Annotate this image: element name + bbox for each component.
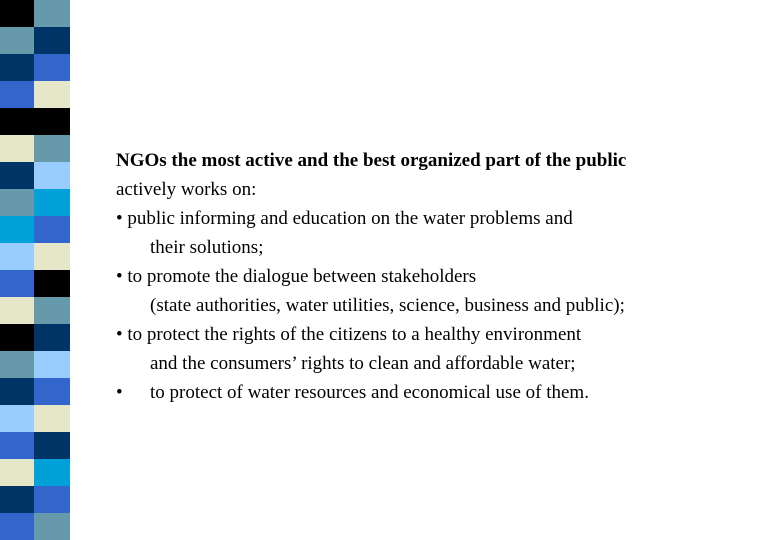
decorative-stripe (0, 0, 70, 540)
stripe-right-block (34, 243, 70, 270)
stripe-right-block (34, 513, 70, 540)
stripe-right-block (34, 216, 70, 243)
bullet-3-continuation: and the consumers’ rights to clean and affordable water; (150, 353, 576, 374)
stripe-left-block (0, 81, 34, 108)
stripe-left-block (0, 378, 34, 405)
stripe-right-block (34, 486, 70, 513)
stripe-right-block (34, 378, 70, 405)
stripe-left-block (0, 324, 34, 351)
stripe-right-block (34, 297, 70, 324)
stripe-left-block (0, 243, 34, 270)
stripe-right-block (34, 270, 70, 297)
stripe-right-block (34, 81, 70, 108)
bullet-4 (116, 378, 776, 407)
stripe-left-block (0, 297, 34, 324)
stripe-right-block (34, 0, 70, 27)
bullet-2-continuation: (state authorities, water utilities, science, business and public); (150, 295, 625, 316)
slide-heading: NGOs the most active and the best organized part of the public (116, 150, 627, 171)
stripe-right-block (34, 432, 70, 459)
stripe-right-block (34, 324, 70, 351)
stripe-column-right (34, 0, 70, 540)
stripe-left-block (0, 513, 34, 540)
stripe-right-block (34, 351, 70, 378)
intro-line: actively works on: (116, 179, 257, 200)
stripe-right-block (34, 27, 70, 54)
bullet-4-mark: • (116, 382, 123, 403)
stripe-right-block (34, 135, 70, 162)
stripe-left-block (0, 405, 34, 432)
stripe-left-block (0, 162, 34, 189)
stripe-right-block (34, 54, 70, 81)
stripe-left-block (0, 108, 34, 135)
stripe-left-block (0, 486, 34, 513)
stripe-left-block (0, 0, 34, 27)
stripe-left-block (0, 432, 34, 459)
stripe-right-block (34, 162, 70, 189)
bullet-1: • public informing and education on the water problems and (116, 208, 573, 229)
stripe-right-block (34, 405, 70, 432)
bullet-1-continuation: their solutions; (150, 237, 264, 258)
stripe-left-block (0, 189, 34, 216)
bullet-3: • to protect the rights of the citizens to a healthy environment (116, 324, 582, 345)
stripe-left-block (0, 27, 34, 54)
stripe-left-block (0, 216, 34, 243)
stripe-right-block (34, 459, 70, 486)
stripe-left-block (0, 135, 34, 162)
stripe-left-block (0, 459, 34, 486)
stripe-left-block (0, 54, 34, 81)
stripe-right-block (34, 189, 70, 216)
text-body (116, 146, 776, 407)
stripe-left-block (0, 270, 34, 297)
stripe-left-block (0, 351, 34, 378)
bullet-2: • to promote the dialogue between stakeholders (116, 266, 477, 287)
stripe-right-block (34, 108, 70, 135)
stripe-column-left (0, 0, 34, 540)
bullet-4-text: to protect of water resources and economical use of them. (150, 382, 589, 403)
